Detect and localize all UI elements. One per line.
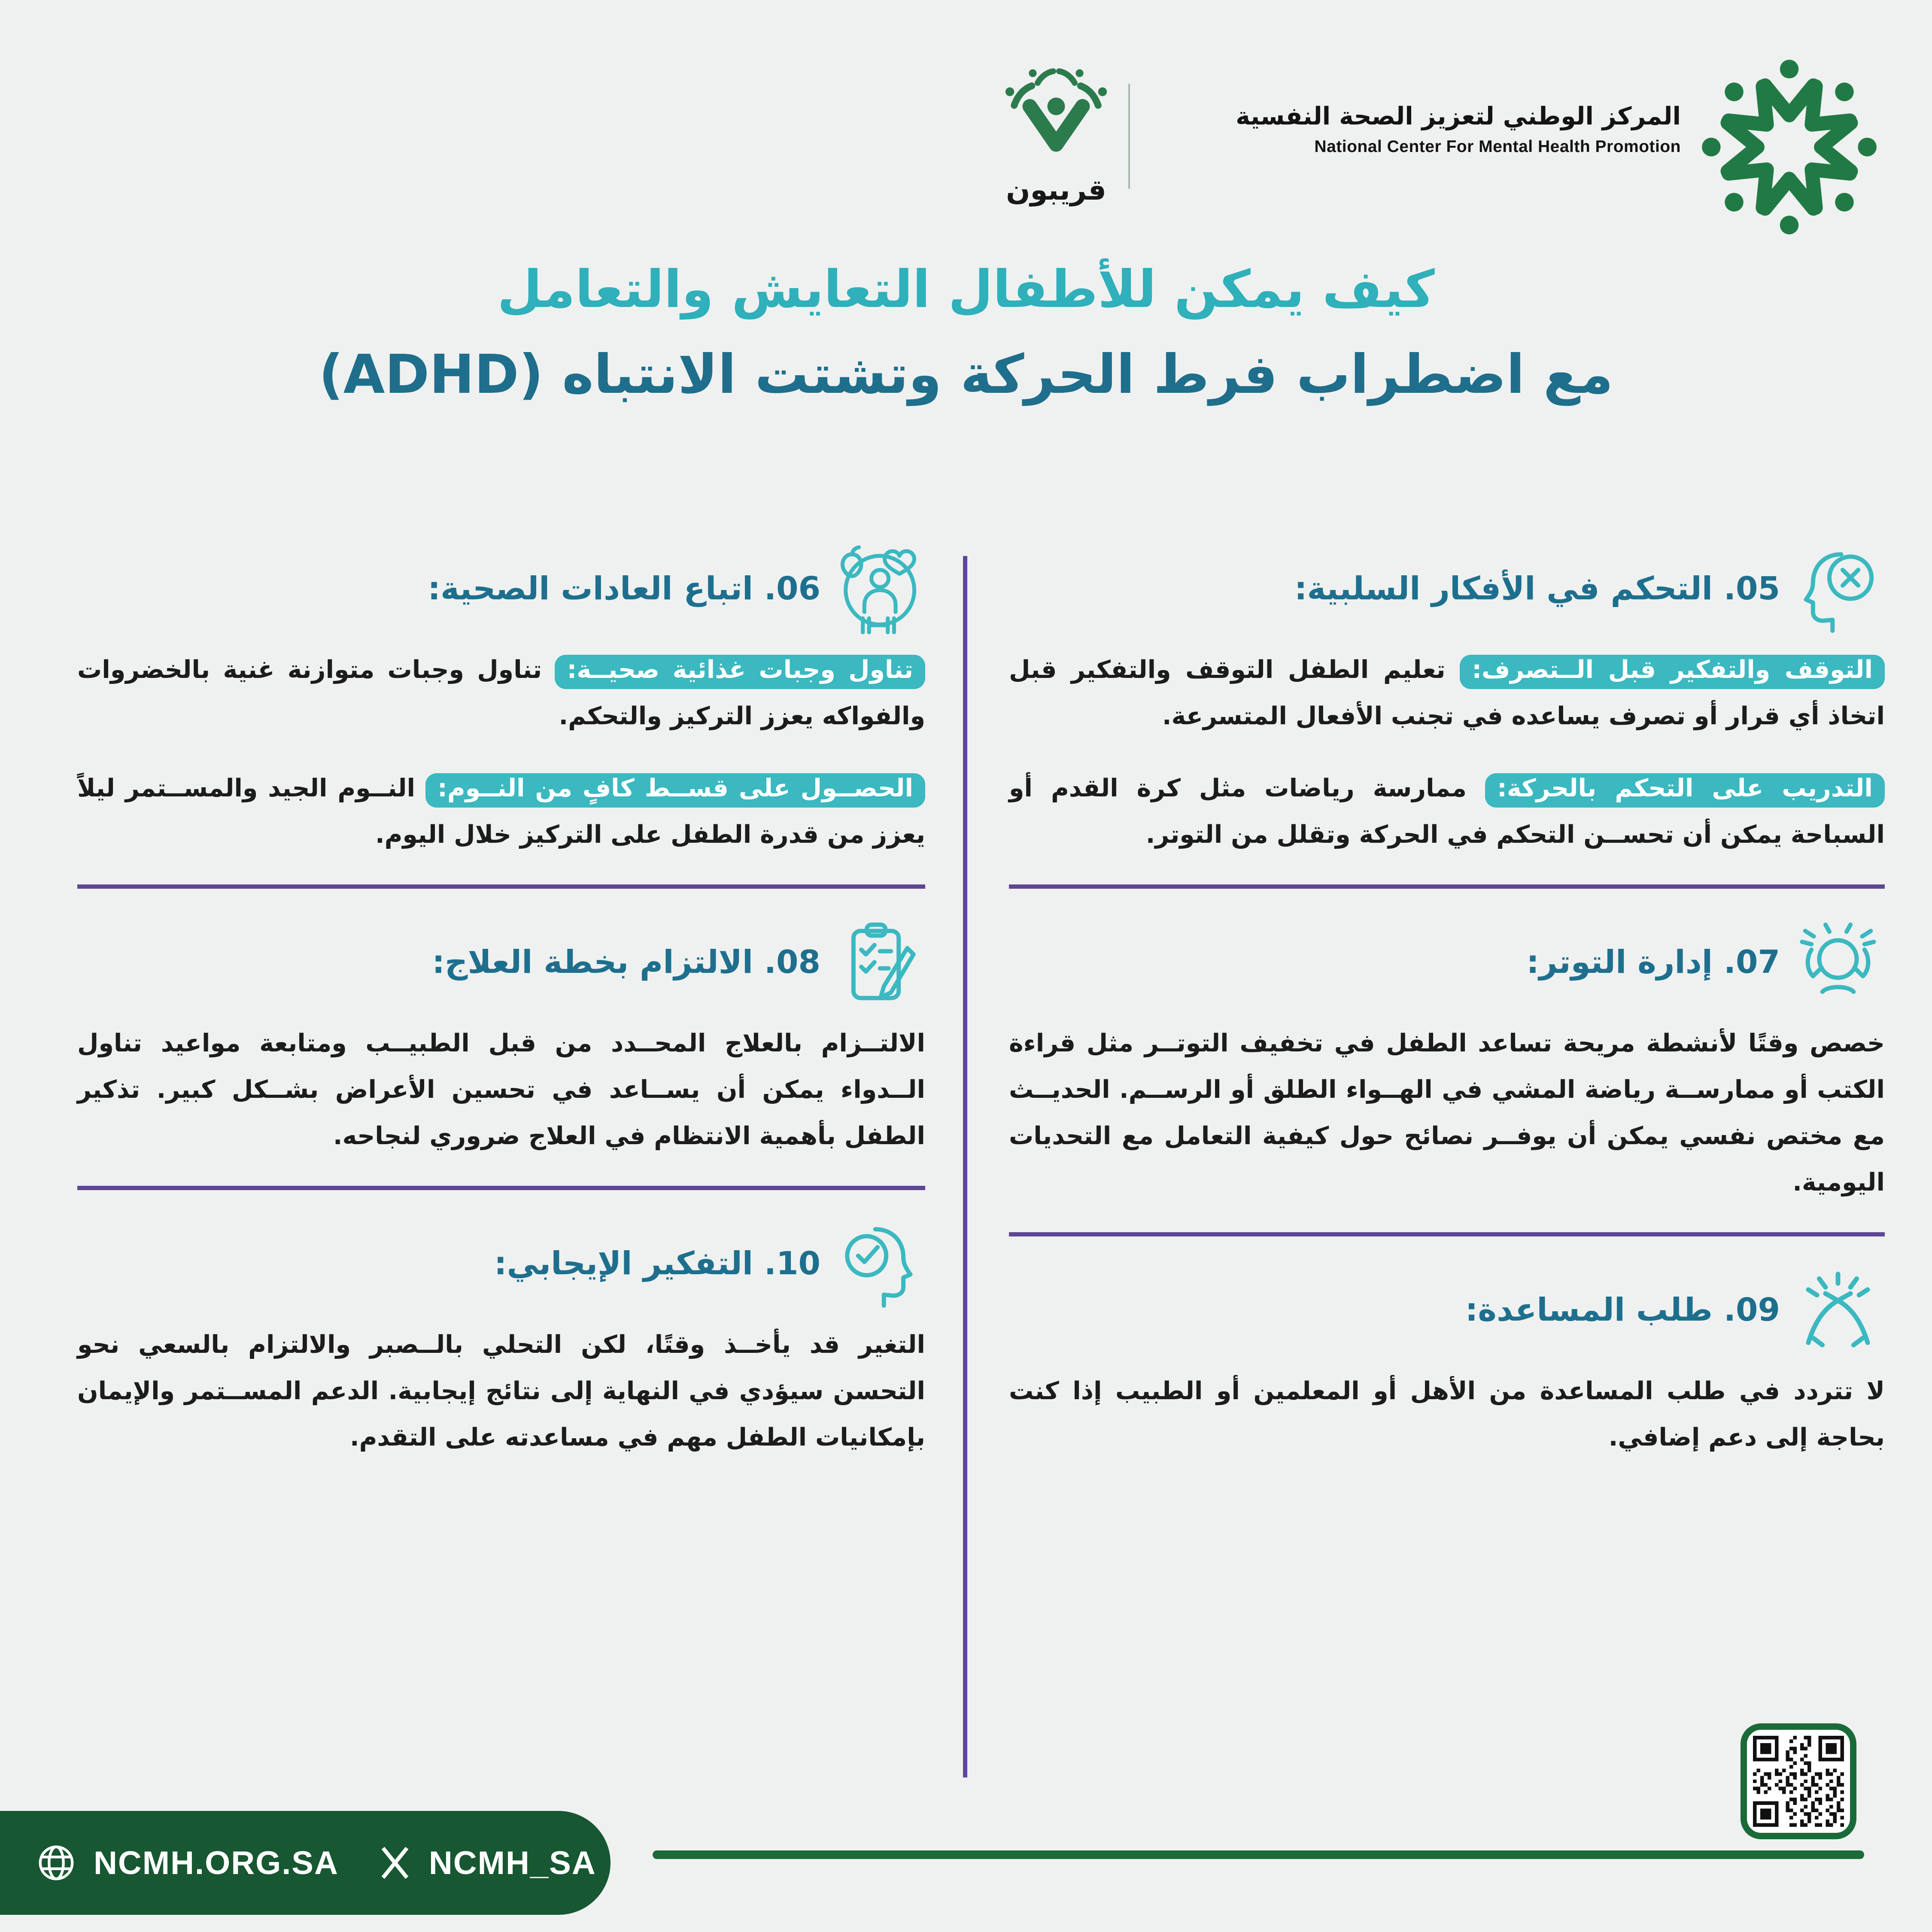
section-heading: 06. اتباع العادات الصحية:: [428, 570, 820, 607]
section-paragraph: [77, 1321, 925, 1461]
stressed-person-icon: [1791, 915, 1885, 1009]
section-paragraph: [77, 647, 925, 739]
section-stress-management: [1009, 915, 1885, 1206]
footer-bar: [0, 1811, 611, 1915]
healthy-habits-icon: [832, 542, 925, 635]
head-with-x-icon: [1791, 542, 1885, 635]
column-left: [77, 542, 925, 1461]
column-divider: [963, 556, 967, 1777]
qariboon-icon: [1002, 64, 1110, 172]
section-divider: [77, 884, 925, 889]
org-name-block: [1236, 102, 1681, 156]
qariboon-logo: [983, 64, 1129, 207]
clipboard-check-icon: [832, 915, 925, 1009]
head-with-check-icon: [832, 1217, 925, 1310]
section-paragraph: [77, 1020, 925, 1159]
x-twitter-icon: [377, 1845, 413, 1880]
section-treatment-plan: [77, 915, 925, 1159]
ncmh-emblem-icon: [1696, 54, 1883, 240]
qariboon-label: قريبون: [1006, 173, 1106, 207]
highlight-label: التوقف والتفكير قبل الــتصرف:: [1460, 655, 1885, 689]
paragraph-text: خصص وقتًا لأنشطة مريحة تساعد الطفل في تخفيف التوتــر مثل قراءة الكتب أو ممارســة رياضة المشي في الهــواء الطلق أو الرســم. الحديــث مع مختص نفسي يمكن أن يوفــر نصائح حول كيفية التعامل مع التحديات اليومية.: [1009, 1029, 1885, 1197]
section-heading: 09. طلب المساعدة:: [1465, 1291, 1780, 1328]
clasped-hands-icon: [1791, 1263, 1885, 1357]
section-ask-for-help: [1009, 1263, 1885, 1461]
paragraph-text: التغير قد يأخــذ وقتًا، لكن التحلي بالــصبر والالتزام بالسعي نحو التحسن سيؤدي في النهاية إلى نتائج إيجابية. الدعم المســتمر والإيمان بإمكانيات الطفل مهم في مساعدته على التقدم.: [77, 1331, 925, 1452]
section-control-negative-thoughts: [1009, 542, 1885, 858]
footer-line: [653, 1850, 1864, 1859]
org-name-arabic: المركز الوطني لتعزيز الصحة النفسية: [1236, 102, 1681, 131]
section-divider: [1009, 884, 1885, 889]
section-heading: 10. التفكير الإيجابي:: [494, 1245, 820, 1282]
section-paragraph: [1009, 1020, 1885, 1206]
qr-code: [1741, 1723, 1856, 1839]
globe-icon: [35, 1842, 77, 1884]
paragraph-text: تعليم الطفل التوقف والتفكير قبل اتخاذ أي قرار أو تصرف يساعده في تجنب الأفعال المتسرعة.: [1009, 656, 1885, 730]
section-heading: 05. التحكم في الأفكار السلبية:: [1294, 570, 1780, 607]
section-paragraph: [77, 765, 925, 858]
section-paragraph: [1009, 765, 1885, 858]
section-paragraph: [1009, 1368, 1885, 1461]
section-divider: [1009, 1232, 1885, 1236]
highlight-label: تناول وجبات غذائية صحيــة:: [555, 655, 925, 689]
poster-title-line-1: كيف يمكن للأطفال التعايش والتعامل: [497, 260, 1435, 319]
section-heading: 08. الالتزام بخطة العلاج:: [432, 944, 820, 981]
section-heading: 07. إدارة التوتر:: [1526, 944, 1780, 981]
paragraph-text: لا تتردد في طلب المساعدة من الأهل أو المعلمين أو الطبيب إذا كنت بحاجة إلى دعم إضافي.: [1009, 1377, 1885, 1452]
paragraph-text: ممارسة رياضات مثل كرة القدم أو السباحة يمكن أن تحســن التحكم في الحركة وتقلل من التوتر.: [1009, 774, 1885, 849]
highlight-label: الحصــول على قســط كافٍ من النــوم:: [425, 773, 925, 808]
org-name-english: National Center For Mental Health Promotion: [1314, 137, 1681, 156]
poster-title: [0, 260, 1932, 406]
section-paragraph: [1009, 647, 1885, 739]
paragraph-text: تناول وجبات متوازنة غنية بالخضروات والفواكه يعزز التركيز والتحكم.: [77, 656, 925, 730]
paragraph-text: الالتــزام بالعلاج المحــدد من قبل الطبيــب ومتابعة مواعيد تناول الــدواء يمكن أن يســاعد في تحسين الأعراض بشــكل كبير. تذكير الطفل بأهمية الانتظام في العلاج ضروري لنجاحه.: [77, 1029, 925, 1150]
section-positive-thinking: [77, 1217, 925, 1461]
column-right: [1009, 542, 1885, 1461]
section-divider: [77, 1186, 925, 1190]
footer-twitter-handle: NCMH_SA: [428, 1844, 596, 1881]
section-healthy-habits: [77, 542, 925, 858]
poster-title-line-2: مع اضطراب فرط الحركة وتشتت الانتباه (ADHD): [319, 343, 1613, 406]
highlight-label: التدريب على التحكم بالحركة:: [1485, 773, 1885, 808]
paragraph-text: النــوم الجيد والمســتمر ليلاً يعزز من قدرة الطفل على التركيز خلال اليوم.: [77, 774, 925, 849]
footer-website: NCMH.ORG.SA: [94, 1844, 339, 1881]
